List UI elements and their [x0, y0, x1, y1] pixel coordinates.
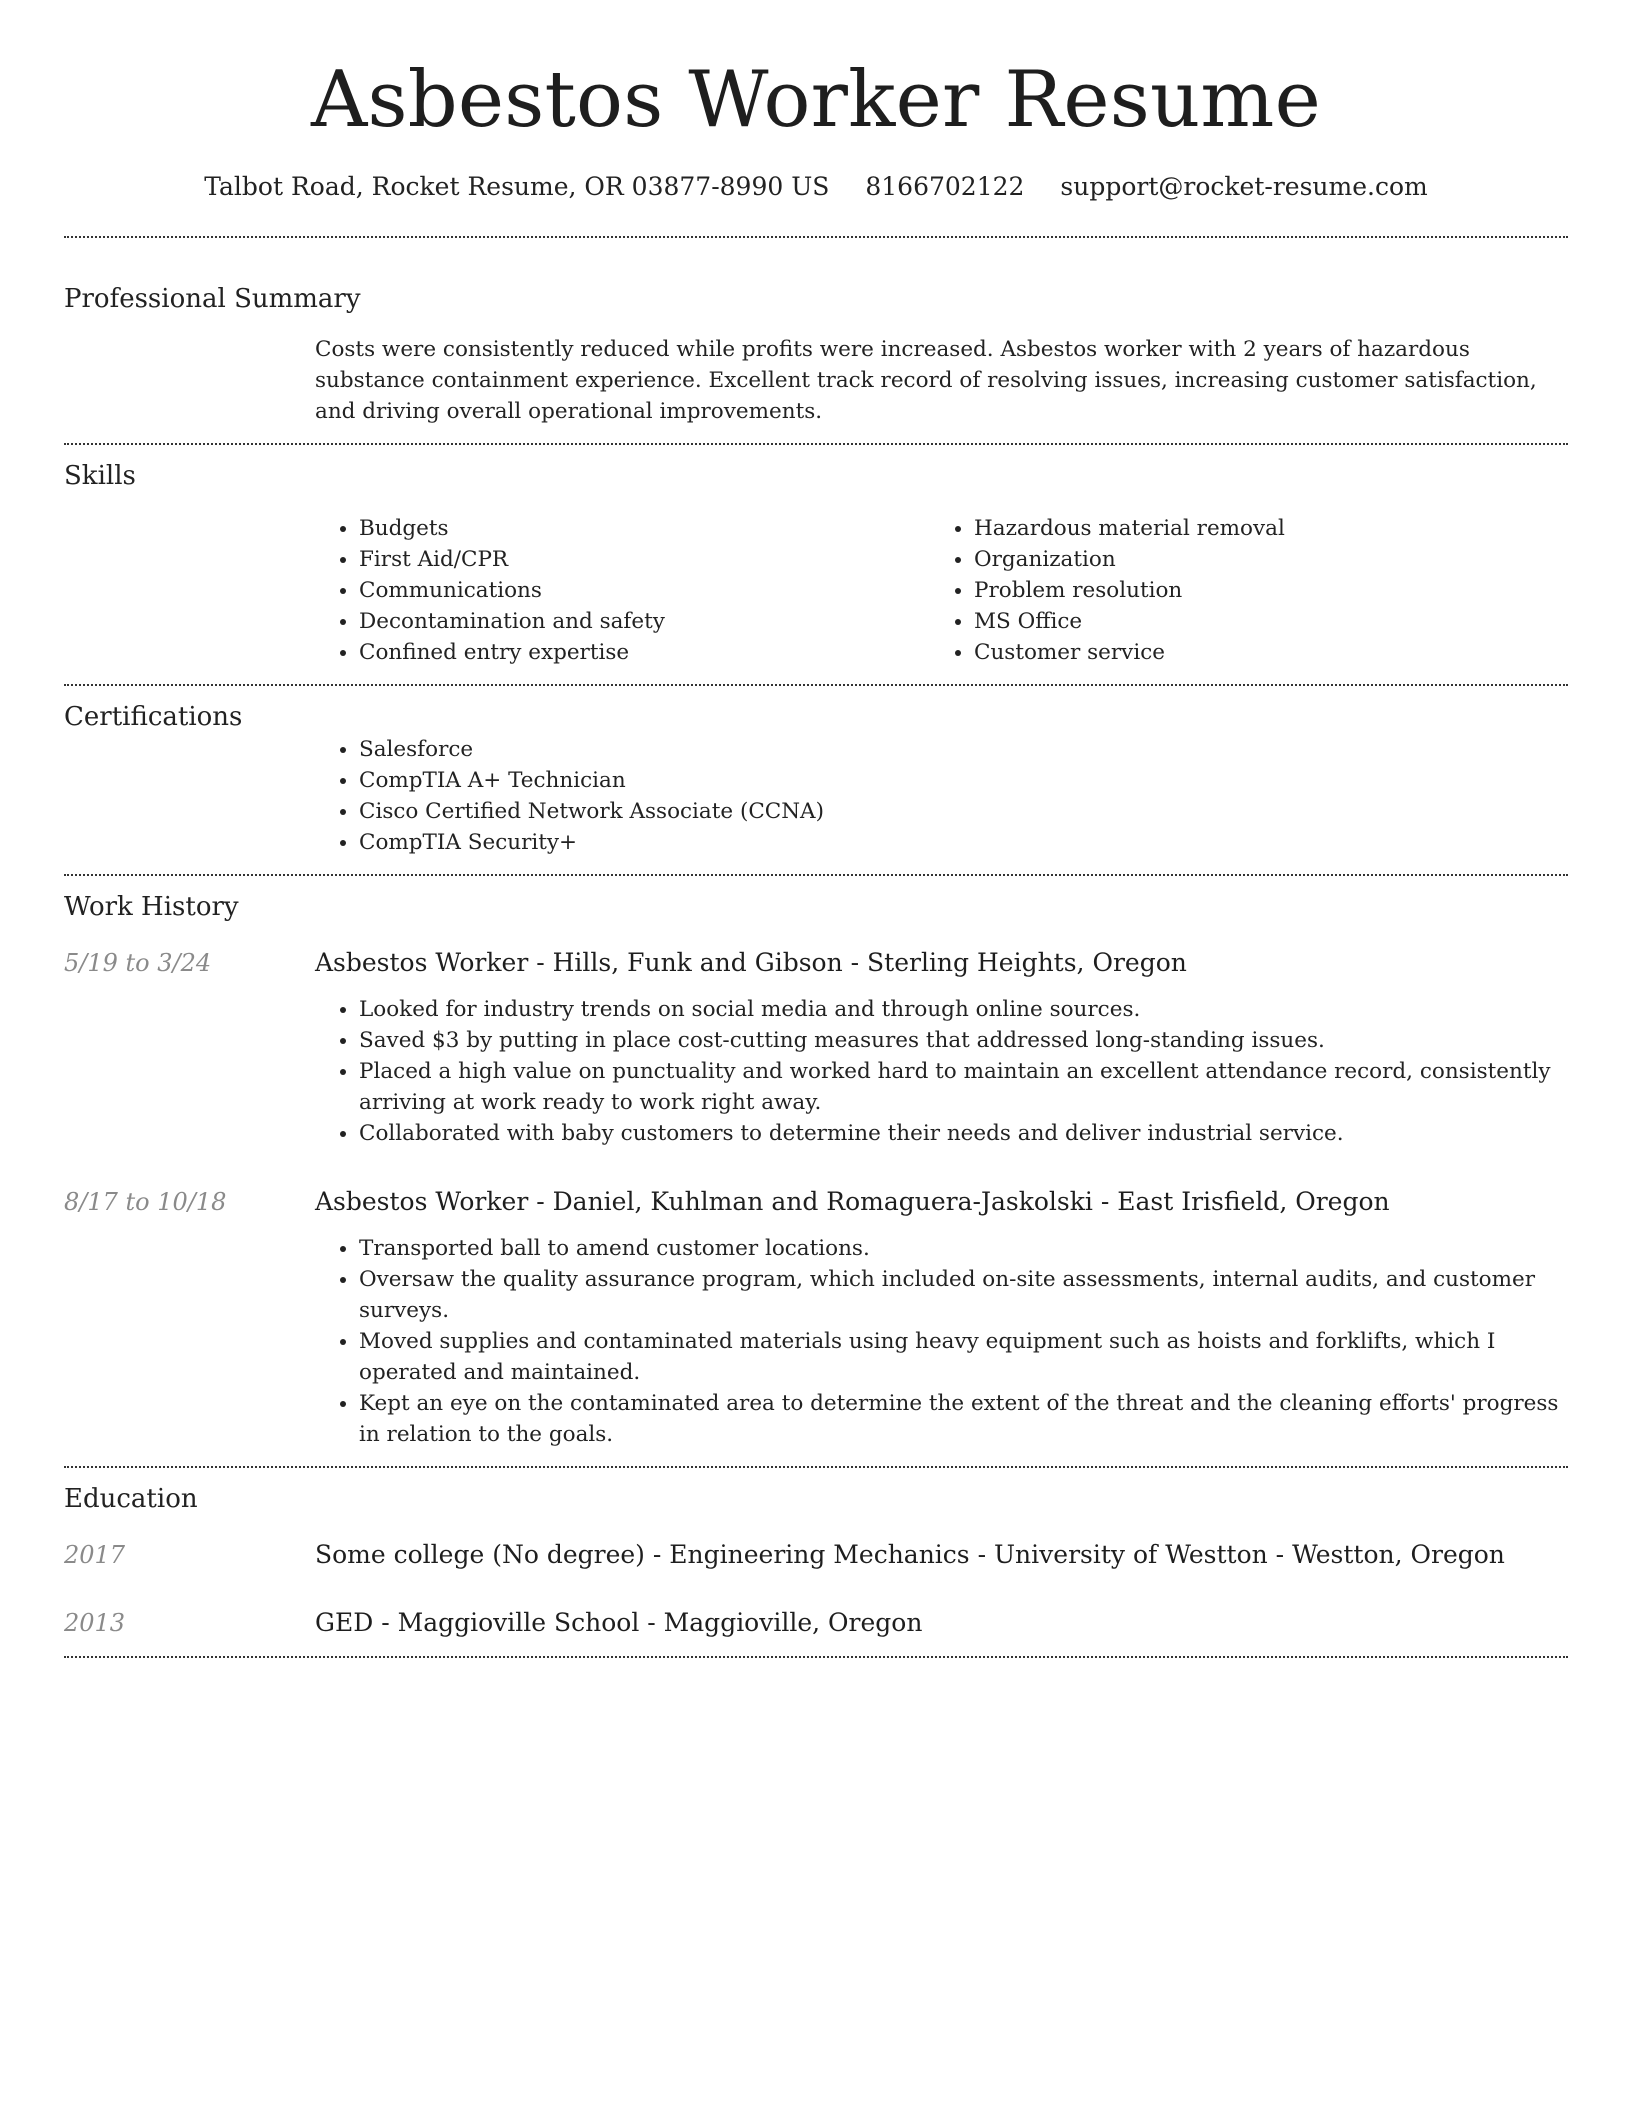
certification-item: • CompTIA Security+: [359, 827, 1568, 858]
education-title: Education: [64, 1484, 198, 1514]
certification-item: • Salesforce: [359, 734, 1568, 765]
summary-title: Professional Summary: [64, 284, 361, 314]
contact-line: [64, 170, 1568, 204]
contact-email: support@rocket-resume.com: [1060, 172, 1428, 201]
work-history-title: Work History: [64, 892, 239, 922]
contact-phone: 8166702122: [865, 172, 1025, 201]
job-body: [315, 946, 1568, 1149]
skill-item: • Decontamination and safety: [359, 606, 930, 637]
summary-content: [315, 334, 1568, 427]
education-entry: [64, 1538, 1568, 1572]
skills-list-left: [315, 513, 930, 668]
skill-item: • Hazardous material removal: [974, 513, 1545, 544]
skill-item: • Customer service: [974, 637, 1545, 668]
skill-item: • MS Office: [974, 606, 1545, 637]
job-bullet: • Transported ball to amend customer locations.: [359, 1233, 1568, 1264]
job-bullet: • Placed a high value on punctuality and worked hard to maintain an excellent attendance record, consistently arriving at work ready to work right away.: [359, 1056, 1568, 1118]
education-year: 2017: [64, 1541, 126, 1569]
certification-item: • CompTIA A+ Technician: [359, 765, 1568, 796]
certifications-title: Certifications: [64, 702, 243, 732]
job-bullet: • Kept an eye on the contaminated area to determine the extent of the threat and the cleaning efforts' progress in relation to the goals.: [359, 1388, 1568, 1450]
certifications-section: [64, 686, 1568, 874]
job-dates: 5/19 to 3/24: [64, 949, 212, 977]
job-bullets: [315, 1233, 1568, 1450]
certification-item: • Cisco Certified Network Associate (CCNA): [359, 796, 1568, 827]
certifications-content: [315, 734, 1568, 858]
skills-content: [315, 513, 1568, 668]
job-bullet: • Collaborated with baby customers to determine their needs and deliver industrial service.: [359, 1118, 1568, 1149]
skill-item: • Problem resolution: [974, 575, 1545, 606]
skill-item: • Communications: [359, 575, 930, 606]
skill-item: • Confined entry expertise: [359, 637, 930, 668]
job-entry: [64, 946, 1568, 1149]
job-heading: Asbestos Worker - Daniel, Kuhlman and Romaguera-Jaskolski - East Irisfield, Oregon: [315, 1187, 1390, 1216]
education-year: 2013: [64, 1609, 126, 1637]
skills-column-right: [930, 513, 1545, 668]
skills-title: Skills: [64, 461, 136, 491]
education-entry: [64, 1606, 1568, 1640]
summary-text: Costs were consistently reduced while profits were increased. Asbestos worker with 2 years of hazardous substance containment experience. Excellent track record of resolving issues, increasing customer satisfaction, and driving overall operational improvements.: [315, 337, 1537, 424]
resume-title: Asbestos Worker Resume: [311, 55, 1321, 145]
job-entry: [64, 1185, 1568, 1450]
education-heading: GED - Maggioville School - Maggioville, Oregon: [315, 1608, 923, 1637]
skill-item: • First Aid/CPR: [359, 544, 930, 575]
skill-item: • Organization: [974, 544, 1545, 575]
job-bullet: • Oversaw the quality assurance program, which included on-site assessments, internal audits, and customer surveys.: [359, 1264, 1568, 1326]
skill-item: • Budgets: [359, 513, 930, 544]
contact-address: Talbot Road, Rocket Resume, OR 03877-8990 US: [204, 172, 830, 201]
job-bullets: [315, 994, 1568, 1149]
job-bullet: • Saved $3 by putting in place cost-cutting measures that addressed long-standing issues.: [359, 1025, 1568, 1056]
skills-grid: [315, 513, 1568, 668]
summary-section: [64, 238, 1568, 443]
education-heading: Some college (No degree) - Engineering Mechanics - University of Westton - Westton, Oregon: [315, 1540, 1505, 1569]
job-bullet: • Looked for industry trends on social media and through online sources.: [359, 994, 1568, 1025]
certifications-list: [315, 734, 1568, 858]
work-history-section: [64, 876, 1568, 1466]
job-bullet: • Moved supplies and contaminated materials using heavy equipment such as hoists and forklifts, which I operated and maintained.: [359, 1326, 1568, 1388]
job-heading: Asbestos Worker - Hills, Funk and Gibson - Sterling Heights, Oregon: [315, 948, 1187, 977]
skills-section: [64, 445, 1568, 684]
section-divider: [64, 1656, 1568, 1658]
skills-list-right: [930, 513, 1545, 668]
skills-column-left: [315, 513, 930, 668]
job-body: [315, 1185, 1568, 1450]
resume-header: [64, 0, 1568, 204]
education-section: [64, 1468, 1568, 1656]
job-dates: 8/17 to 10/18: [64, 1188, 227, 1216]
